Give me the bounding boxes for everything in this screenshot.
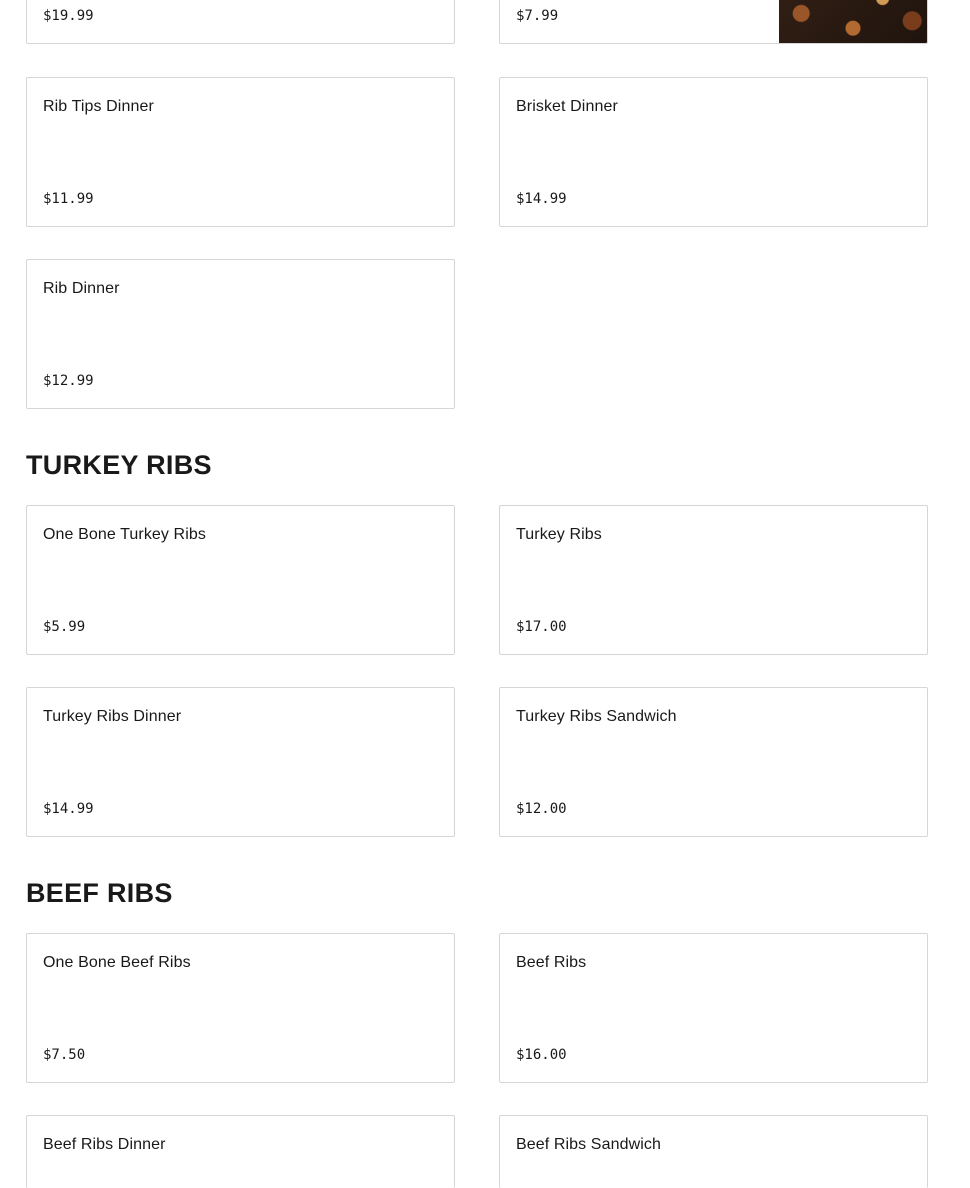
menu-item-name: Rib Tips Dinner [43,98,154,115]
menu-item-card[interactable] [26,687,455,837]
section-title-turkey-ribs: TURKEY RIBS [26,450,212,480]
menu-item-name: Beef Ribs Dinner [43,1136,166,1153]
menu-item-price: $17.00 [516,619,567,635]
menu-item-card[interactable] [26,505,455,655]
menu-item-card[interactable] [499,77,928,227]
menu-item-name: Beef Ribs [516,954,587,971]
menu-item-price: $7.99 [516,8,559,24]
menu-item-card[interactable] [26,259,455,409]
section-title-beef-ribs: BEEF RIBS [26,878,173,908]
menu-item-price: $11.99 [43,191,94,207]
menu-item-name: Turkey Ribs Dinner [43,708,182,725]
menu-item-price: $12.99 [43,373,94,389]
menu-item-name: Brisket Dinner [516,98,618,115]
menu-item-name: Beef Ribs Sandwich [516,1136,661,1153]
menu-item-card[interactable] [499,0,928,44]
menu-item-card[interactable] [499,505,928,655]
menu-item-price: $19.99 [43,8,94,24]
menu-item-card[interactable] [26,77,455,227]
menu-item-price: $5.99 [43,619,86,635]
menu-item-name: One Bone Beef Ribs [43,954,191,971]
menu-item-price: $12.00 [516,801,567,817]
menu-item-price: $7.50 [43,1047,86,1063]
menu-item-name: One Bone Turkey Ribs [43,526,206,543]
menu-item-card[interactable] [26,933,455,1083]
menu-item-price: $14.99 [43,801,94,817]
menu-item-name: Turkey Ribs Sandwich [516,708,677,725]
menu-item-card[interactable] [499,687,928,837]
menu-item-card[interactable] [26,1115,455,1188]
menu-item-card[interactable] [26,0,455,44]
menu-item-name: Rib Dinner [43,280,120,297]
menu-item-card[interactable] [499,1115,928,1188]
menu-item-price: $16.00 [516,1047,567,1063]
menu-item-price: $14.99 [516,191,567,207]
bbq-food-photo [779,0,927,43]
menu-item-card[interactable] [499,933,928,1083]
menu-item-name: Turkey Ribs [516,526,602,543]
